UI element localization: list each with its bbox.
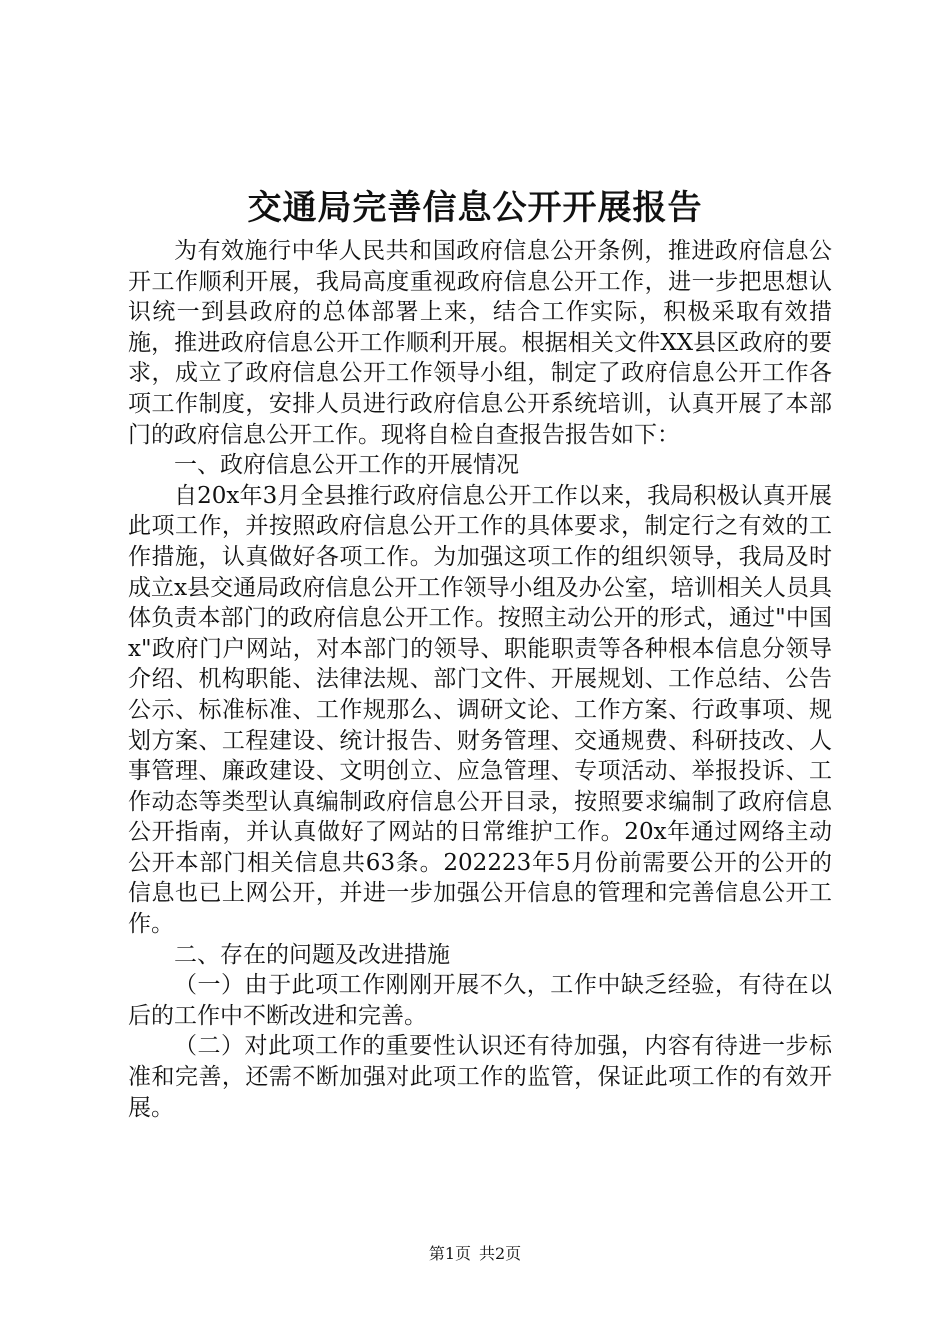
document-body (128, 236, 832, 1123)
section-heading-2: 二、存在的问题及改进措施 (174, 941, 450, 968)
paragraph-intro: 为有效施行中华人民共和国政府信息公开条例，推进政府信息公开工作顺利开展，我局高度重视政府信息公开工作，进一步把思想认识统一到县政府的总体部署上来，结合工作实际，积极采取有效措施，推进政府信息公开工作顺利开展。根据相关文件XX县区政府的要求，成立了政府信息公开工作领导小组，制定了政府信息公开工作各项工作制度，安排人员进行政府信息公开系统培训，认真开展了本部门的政府信息公开工作。现将自检自查报告报告如下： (128, 238, 832, 448)
section-heading-1: 一、政府信息公开工作的开展情况 (174, 452, 519, 479)
paragraph-issue-2: （二）对此项工作的重要性认识还有待加强，内容有待进一步标准和完善，还需不断加强对此项工作的监管，保证此项工作的有效开展。 (128, 1033, 832, 1121)
page-number: 第1页 (428, 1244, 471, 1263)
paragraph-section-1: 自20x年3月全县推行政府信息公开工作以来，我局积极认真开展此项工作，并按照政府信息公开工作的具体要求，制定行之有效的工作措施，认真做好各项工作。为加强这项工作的组织领导，我局及时成立x县交通局政府信息公开工作领导小组及办公室，培训相关人员具体负责本部门的政府信息公开工作。按照主动公开的形式，通过"中国x"政府门户网站，对本部门的领导、职能职责等各种根本信息分领导介绍、机构职能、法律法规、部门文件、开展规划、工作总结、公告公示、标准标准、工作规那么、调研文论、工作方案、行政事项、规划方案、工程建设、统计报告、财务管理、交通规费、科研技改、人事管理、廉政建设、文明创立、应急管理、专项活动、举报投诉、工作动态等类型认真编制政府信息公开目录，按照要求编制了政府信息公开指南，并认真做好了网站的日常维护工作。20x年通过网络主动公开本部门相关信息共63条。202223年5月份前需要公开的公开的信息也已上网公开，并进一步加强公开信息的管理和完善信息公开工作。 (128, 482, 832, 938)
paragraph-issue-1: （一）由于此项工作刚刚开展不久，工作中缺乏经验，有待在以后的工作中不断改进和完善。 (128, 972, 832, 1029)
document-title: 交通局完善信息公开开展报告 (247, 188, 703, 228)
page-footer (0, 1243, 950, 1265)
page-total: 共2页 (479, 1244, 522, 1263)
